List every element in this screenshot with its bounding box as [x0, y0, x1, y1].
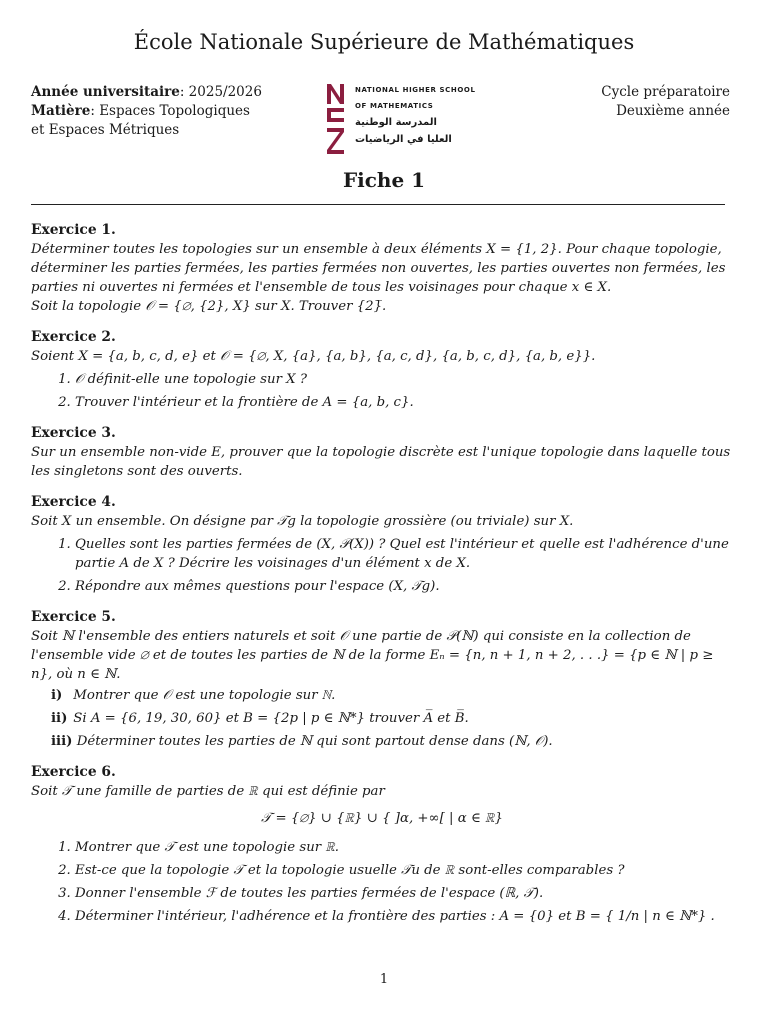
- exercise-text: Soit la topologie 𝒪 = {∅, {2}, X} sur X. Trouver {2}̅.: [31, 299, 387, 314]
- exercise-text: Soient X = {a, b, c, d, e} et 𝒪 = {∅, X, {a}, {a, b}, {a, c, d}, {a, b, c, d}, {a, b, e}}.: [31, 349, 596, 364]
- question-list: [31, 838, 733, 926]
- subject-line: [31, 102, 262, 121]
- exercise-text: Soit ℕ l'ensemble des entiers naturels et soit 𝒪 une partie de 𝒫(ℕ) qui consiste en la collection de l'ensemble vide ∅ et de toutes les parties de ℕ de la forme Eₙ = {n, n + 1, n + 2, . . .} = {p ∈ ℕ | p ≥ n}, où n ∈ ℕ.: [31, 629, 714, 682]
- exercise-title: Exercice 1.: [31, 222, 116, 238]
- exercise-text: Soit X un ensemble. On désigne par 𝒯g la topologie grossière (ou triviale) sur X.: [31, 514, 574, 529]
- page-number: 1: [379, 972, 389, 987]
- exercise-title: Exercice 2.: [31, 329, 116, 345]
- logo-mark-icon: [325, 82, 347, 156]
- subject-line-2: et Espaces Métriques: [31, 122, 180, 138]
- exercise-1: [31, 221, 733, 316]
- exercise-title: Exercice 6.: [31, 764, 116, 780]
- header-right: [601, 83, 730, 121]
- exercise-text: Sur un ensemble non-vide E, prouver que la topologie discrète est l'unique topologie dans laquelle tous les singletons sont des ouverts.: [31, 445, 731, 479]
- year-label: Année universitaire: [31, 84, 180, 100]
- sheet-title: Fiche 1: [342, 168, 426, 192]
- level-label: Deuxième année: [616, 103, 730, 119]
- header-divider: [31, 204, 725, 205]
- question-list: [31, 535, 733, 596]
- list-item: 3. Donner l'ensemble ℱ de toutes les parties fermées de l'espace (ℝ, 𝒯).: [75, 884, 733, 903]
- logo-text-ar-1: المدرسة الوطنية: [355, 117, 437, 128]
- exercise-5: [31, 608, 733, 751]
- display-equation: 𝒯 = {∅} ∪ {ℝ} ∪ { ]α, +∞[ | α ∈ ℝ}: [261, 811, 503, 826]
- exercise-2: [31, 328, 733, 412]
- item-text: Montrer que 𝒪 est une topologie sur ℕ.: [73, 688, 336, 703]
- item-label: i): [51, 688, 63, 703]
- list-item: 1. Montrer que 𝒯 est une topologie sur ℝ.: [75, 838, 733, 857]
- list-item: [51, 709, 733, 728]
- item-text: Déterminer toutes les parties de ℕ qui sont partout dense dans (ℕ, 𝒪).: [76, 734, 553, 749]
- cycle-label: Cycle préparatoire: [601, 84, 730, 100]
- list-item: 2. Est-ce que la topologie 𝒯 et la topologie usuelle 𝒯u de ℝ sont-elles comparables ?: [75, 861, 733, 880]
- exercise-title: Exercice 4.: [31, 494, 116, 510]
- subject-value: : Espaces Topologiques: [90, 103, 250, 119]
- item-text: Si A = {6, 19, 30, 60} et B = {2p | p ∈ ℕ*} trouver A̅ et B̅.: [73, 711, 469, 726]
- year-line: [31, 83, 262, 102]
- question-list: [31, 370, 733, 412]
- list-item: [51, 686, 733, 705]
- logo-text-en-1: NATIONAL HIGHER SCHOOL: [355, 86, 476, 94]
- item-label: ii): [51, 711, 68, 726]
- list-item: 4. Déterminer l'intérieur, l'adhérence et la frontière des parties : A = {0} et B = { 1/n | n ∈ ℕ*} .: [75, 907, 733, 926]
- list-item: 1. Quelles sont les parties fermées de (X, 𝒫(X)) ? Quel est l'intérieur et quelle est l'adhérence d'une partie A de X ? Décrire les voisinages d'un élément x de X.: [75, 535, 733, 573]
- logo-text-ar-2: العليا في الرياضيات: [355, 134, 452, 145]
- question-list: [51, 686, 733, 751]
- logo-text-en-2: OF MATHEMATICS: [355, 102, 434, 110]
- exercise-6: [31, 763, 733, 926]
- item-label: iii): [51, 734, 73, 749]
- subject-label: Matière: [31, 103, 91, 119]
- school-logo: [325, 82, 476, 158]
- exercise-3: [31, 424, 733, 481]
- exercise-title: Exercice 5.: [31, 609, 116, 625]
- header-left: [31, 83, 262, 140]
- exercise-text: Déterminer toutes les topologies sur un ensemble à deux éléments X = {1, 2}. Pour chaque topologie, déterminer les parties fermées, les parties fermées non ouvertes, les parties ouvertes non fermées, les parties ni ouvertes ni fermées et l'ensemble de tous les voisinages pour chaque x ∈ X.: [31, 242, 726, 295]
- list-item: 2. Répondre aux mêmes questions pour l'espace (X, 𝒯g).: [75, 577, 733, 596]
- exercises: [31, 221, 733, 938]
- exercise-title: Exercice 3.: [31, 425, 116, 441]
- list-item: 2. Trouver l'intérieur et la frontière de A = {a, b, c}.: [75, 393, 733, 412]
- school-title: École Nationale Supérieure de Mathématiques: [133, 30, 635, 54]
- exercise-text: Soit 𝒯 une famille de parties de ℝ qui est définie par: [31, 784, 385, 799]
- exercise-4: [31, 493, 733, 596]
- list-item: [51, 732, 733, 751]
- list-item: 1. 𝒪 définit-elle une topologie sur X ?: [75, 370, 733, 389]
- year-value: : 2025/2026: [179, 84, 262, 100]
